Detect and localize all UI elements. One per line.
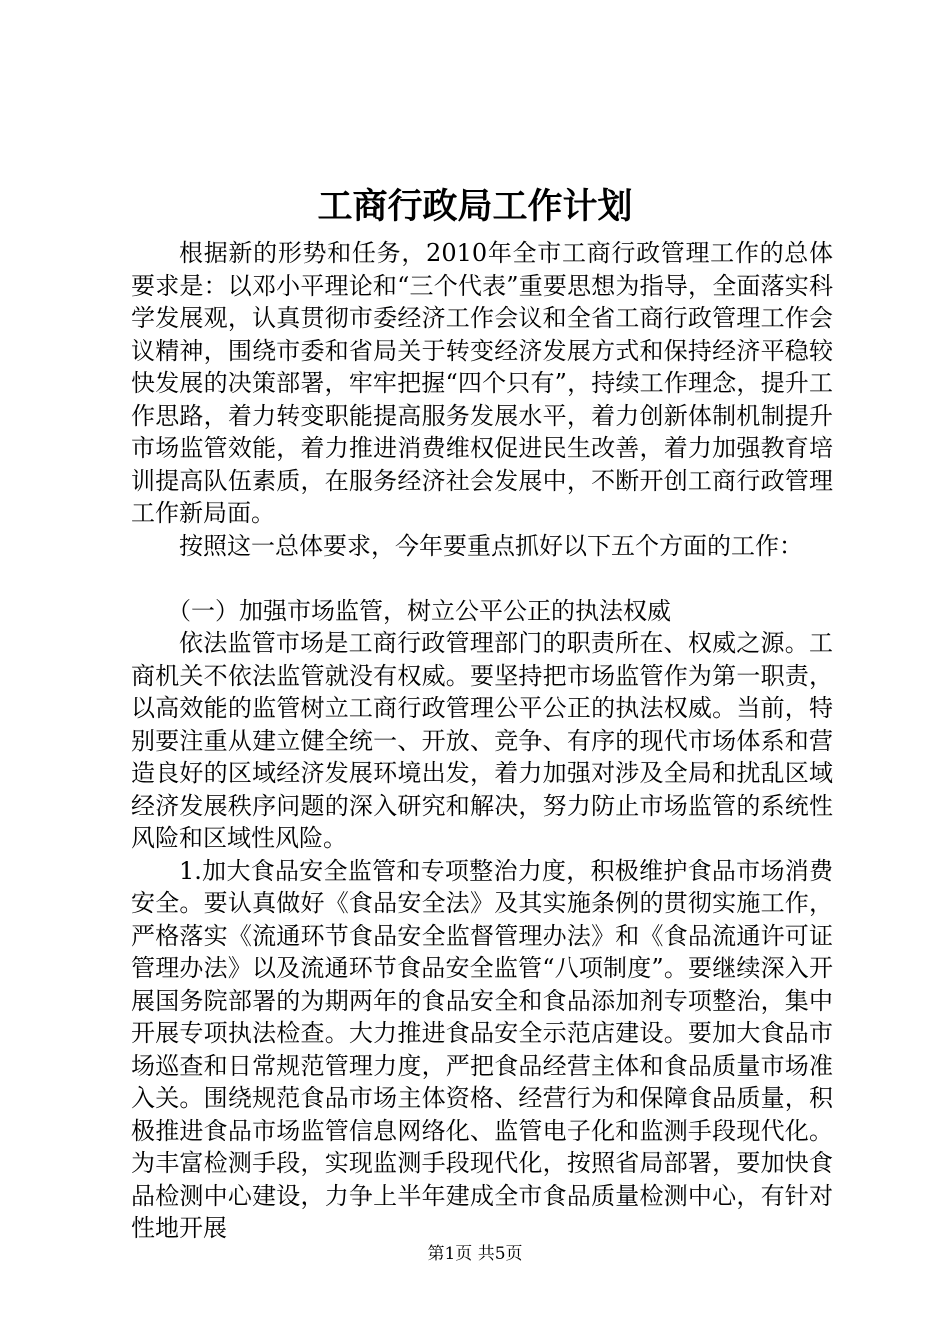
intro-paragraph: 根据新的形势和任务，2010年全市工商行政管理工作的总体要求是：以邓小平理论和“三个代表”重要思想为指导，全面落实科学发展观，认真贯彻市委经济工作会议和全省工商行政管理工作会议精神，围绕市委和省局关于转变经济发展方式和保持经济平稳较快发展的决策部署，牢牢把握“四个只有”，持续工作理念，提升工作思路，着力转变职能提高服务发展水平，着力创新体制机制提升市场监管效能，着力推进消费维权促进民生改善，着力加强教育培训提高队伍素质，在服务经济社会发展中，不断开创工商行政管理工作新局面。	[131, 239, 833, 527]
section-heading: （一）加强市场监管，树立公平公正的执法权威	[167, 596, 671, 625]
page-footer: 第1页 共5页	[427, 1244, 523, 1264]
document-body	[131, 237, 833, 1245]
paragraph-gap	[131, 562, 833, 595]
section-paragraph: 依法监管市场是工商行政管理部门的职责所在、权威之源。工商机关不依法监管就没有权威。要坚持把市场监管作为第一职责，以高效能的监管树立工商行政管理公平公正的执法权威。当前，特别要注重从建立健全统一、开放、竞争、有序的现代市场体系和营造良好的区域经济发展环境出发，着力加强对涉及全局和扰乱区域经济发展秩序问题的深入研究和解决，努力防止市场监管的系统性风险和区域性风险。	[131, 629, 833, 852]
document-title: 工商行政局工作计划	[317, 186, 633, 227]
intro-paragraph: 按照这一总体要求，今年要重点抓好以下五个方面的工作：	[179, 531, 803, 560]
section-paragraph: 1.加大食品安全监管和专项整治力度，积极维护食品市场消费安全。要认真做好《食品安全法》及其实施条例的贯彻实施工作，严格落实《流通环节食品安全监督管理办法》和《食品流通许可证管理办法》以及流通环节食品安全监管“八项制度”。要继续深入开展国务院部署的为期两年的食品安全和食品添加剂专项整治，集中开展专项执法检查。大力推进食品安全示范店建设。要加大食品市场巡查和日常规范管理力度，严把食品经营主体和食品质量市场准入关。围绕规范食品市场主体资格、经营行为和保障食品质量，积极推进食品市场监管信息网络化、监管电子化和监测手段现代化。为丰富检测手段，实现监测手段现代化，按照省局部署，要加快食品检测中心建设，力争上半年建成全市食品质量检测中心，有针对性地开展	[131, 856, 833, 1242]
